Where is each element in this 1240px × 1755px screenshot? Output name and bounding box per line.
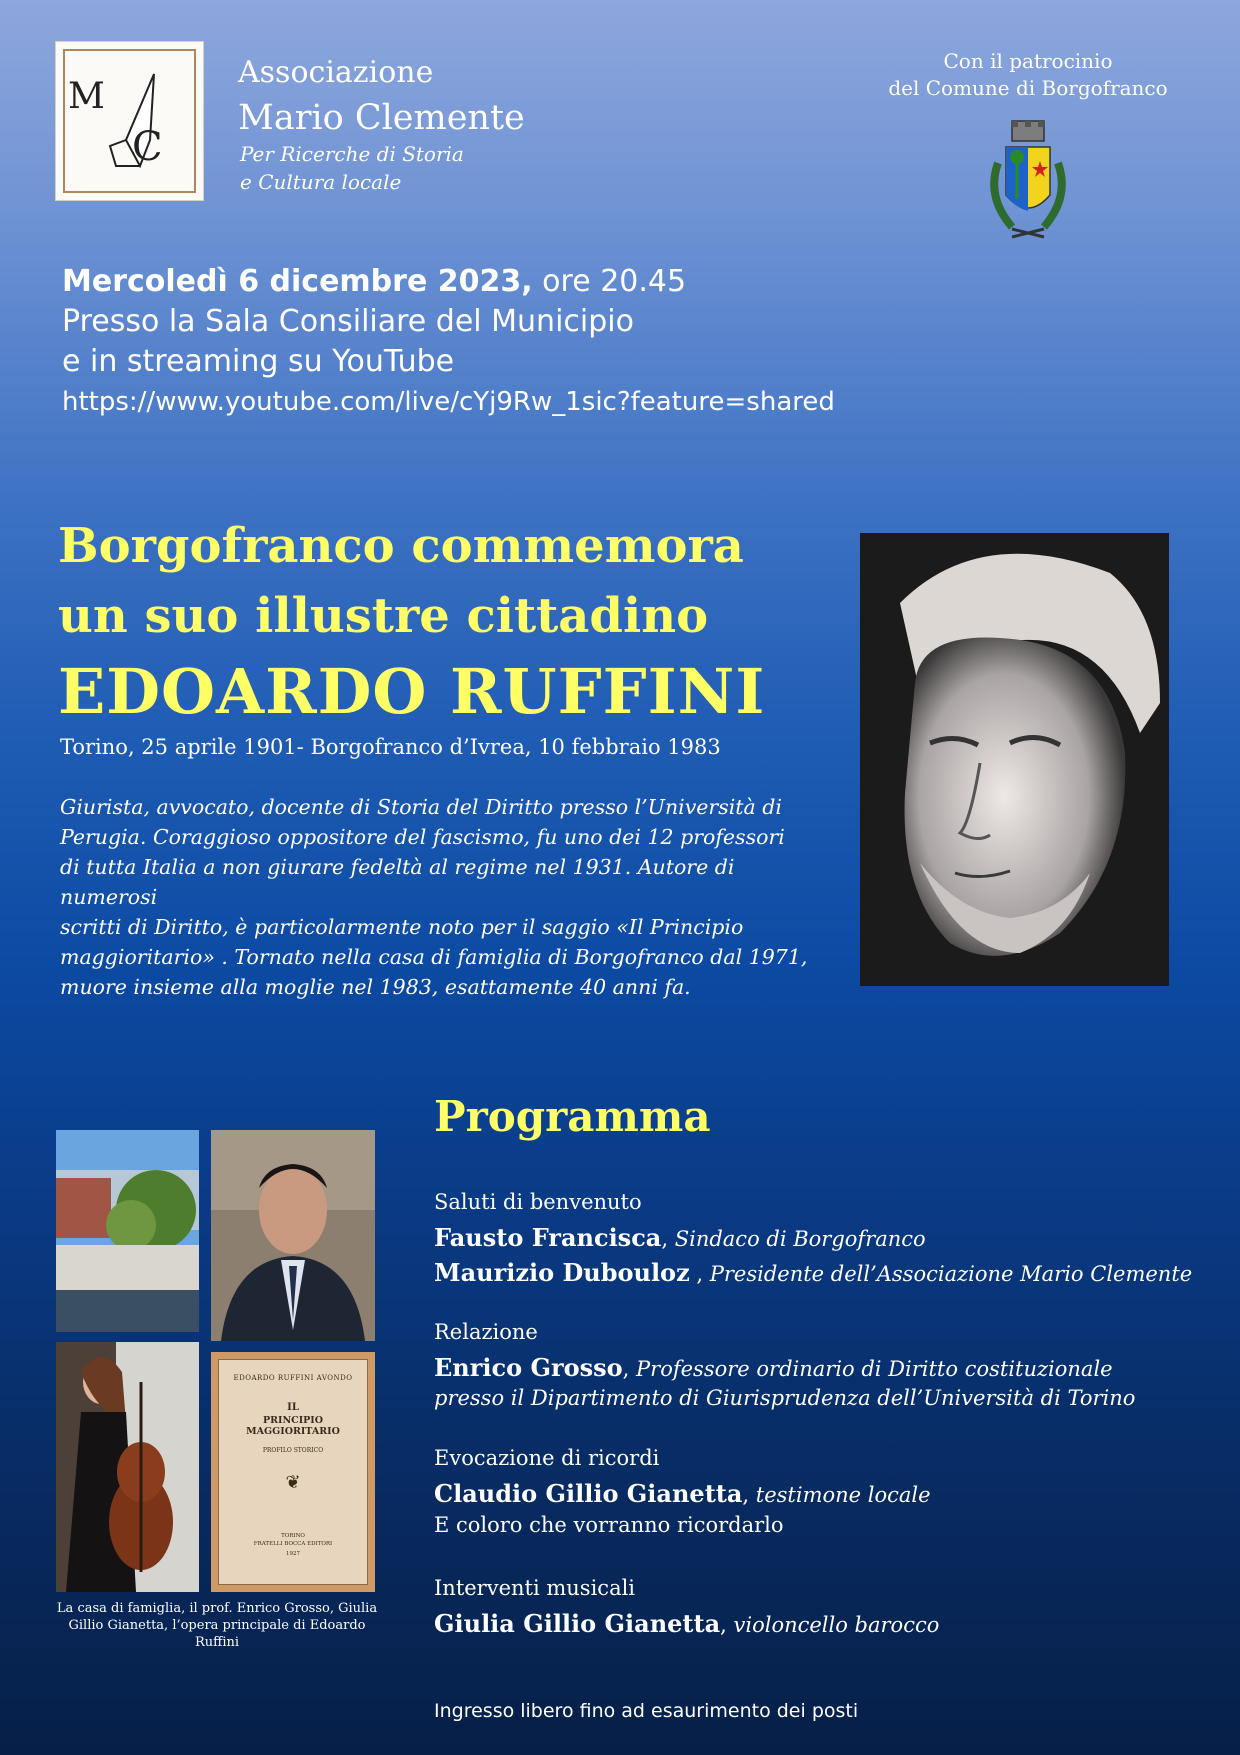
bio-line: scritti di Diritto, è particolarmente noto per il saggio «Il Principio: [60, 915, 744, 939]
book-publisher: FRATELLI BOCCA EDITORI: [253, 1541, 333, 1547]
program-title: Programma: [434, 1092, 711, 1141]
bio-line: maggioritario» . Tornato nella casa di famiglia di Borgofranco dal 1971,: [60, 945, 808, 969]
event-date: Mercoledì 6 dicembre 2023,: [62, 264, 533, 299]
book-cover-page: [218, 1359, 368, 1585]
caption-line-2: Gillio Gianetta, l’opera principale di Edoardo Ruffini: [68, 1618, 366, 1650]
greeting-2-role: Presidente dell’Associazione Mario Clemente: [709, 1262, 1193, 1286]
association-tagline: [240, 140, 464, 196]
tagline-line-2: e Cultura locale: [240, 170, 402, 194]
music-label: Interventi musicali: [434, 1576, 636, 1600]
talk-name: Enrico Grosso: [434, 1353, 623, 1382]
memories-role: testimone locale: [755, 1483, 931, 1507]
event-streaming: e in streaming su YouTube: [62, 344, 455, 379]
event-venue: Presso la Sala Consiliare del Municipio: [62, 304, 634, 339]
bio-line: di tutta Italia a non giurare fedeltà al regime nel 1931. Autore di numerosi: [60, 855, 735, 909]
publisher-emblem-icon: ❦: [285, 1472, 301, 1493]
family-house-photo: [56, 1130, 199, 1332]
admission-note: Ingresso libero fino ad esaurimento dei posti: [434, 1700, 859, 1722]
association-label: Associazione: [238, 55, 434, 90]
photo-caption: [52, 1600, 382, 1651]
memories-extra: E coloro che vorranno ricordarlo: [434, 1513, 784, 1537]
talk-role-2-row: [434, 1386, 1135, 1410]
greeting-2: Maurizio Dubouloz , Presidente dell’Associazione Mario Clemente: [434, 1258, 1193, 1287]
music-name: Giulia Gillio Gianetta: [434, 1609, 721, 1638]
biography: [60, 792, 820, 1002]
patronage-text: [850, 48, 1206, 102]
bio-line: Giurista, avvocato, docente di Storia del Diritto presso l’Università di: [60, 795, 782, 819]
book-subtitle: PROFILO STORICO: [262, 1447, 324, 1454]
association-name: Mario Clemente: [238, 98, 525, 138]
patronage-line-1: Con il patrocinio: [943, 49, 1113, 73]
portrait-photo: [860, 533, 1169, 986]
event-info: [62, 262, 835, 422]
greetings-label: Saluti di benvenuto: [434, 1190, 642, 1214]
youtube-link[interactable]: https://www.youtube.com/live/cYj9Rw_1sic?feature=shared: [62, 387, 835, 417]
book-title-1: IL: [287, 1402, 299, 1413]
memories-label: Evocazione di ricordi: [434, 1446, 660, 1470]
event-time: ore 20.45: [532, 264, 687, 299]
life-dates: Torino, 25 aprile 1901- Borgofranco d’Ivrea, 10 febbraio 1983: [60, 735, 721, 759]
bio-line: Perugia. Coraggioso oppositore del fascismo, fu uno dei 12 professori: [60, 825, 785, 849]
book-cover-photo: [211, 1352, 375, 1592]
bio-line: muore insieme alla moglie nel 1983, esattamente 40 anni fa.: [60, 975, 691, 999]
book-city: TORINO: [281, 1533, 305, 1539]
memories-name: Claudio Gillio Gianetta: [434, 1479, 743, 1508]
logo-letter-c: C: [132, 124, 163, 170]
coat-of-arms-icon: [982, 117, 1074, 247]
talk-label: Relazione: [434, 1320, 538, 1344]
music-role: violoncello barocco: [733, 1613, 940, 1637]
association-logo: [56, 42, 203, 200]
greeting-2-name: Maurizio Dubouloz: [434, 1258, 690, 1287]
caption-line-1: La casa di famiglia, il prof. Enrico Grosso, Giulia: [56, 1601, 378, 1616]
greeting-1: Fausto Francisca, Sindaco di Borgofranco: [434, 1223, 926, 1252]
greeting-1-role: Sindaco di Borgofranco: [674, 1227, 926, 1251]
enrico-grosso-photo: [211, 1130, 375, 1341]
talk-role-1: Professore ordinario di Diritto costituzionale: [636, 1357, 1113, 1381]
headline-line-1: Borgofranco commemora: [58, 518, 744, 574]
book-title-2: PRINCIPIO MAGGIORITARIO: [246, 1415, 340, 1437]
honoree-name: EDOARDO RUFFINI: [58, 655, 766, 728]
memories: Claudio Gillio Gianetta, testimone locale: [434, 1479, 931, 1508]
greeting-1-name: Fausto Francisca: [434, 1223, 662, 1252]
talk-role-2: presso il Dipartimento di Giurisprudenza dell’Università di Torino: [434, 1386, 1136, 1410]
book-author: EDOARDO RUFFINI AVONDO: [233, 1374, 353, 1382]
logo-letter-m: M: [68, 76, 105, 117]
book-year: 1927: [286, 1551, 300, 1557]
cellist-photo: [56, 1342, 199, 1592]
patronage-line-2: del Comune di Borgofranco: [888, 76, 1168, 100]
talk: Enrico Grosso, Professore ordinario di Diritto costituzionale: [434, 1353, 1113, 1382]
tagline-line-1: Per Ricerche di Storia: [240, 142, 464, 166]
music: Giulia Gillio Gianetta, violoncello barocco: [434, 1609, 940, 1638]
event-date-line: [62, 262, 835, 302]
headline-line-2: un suo illustre cittadino: [58, 588, 709, 644]
